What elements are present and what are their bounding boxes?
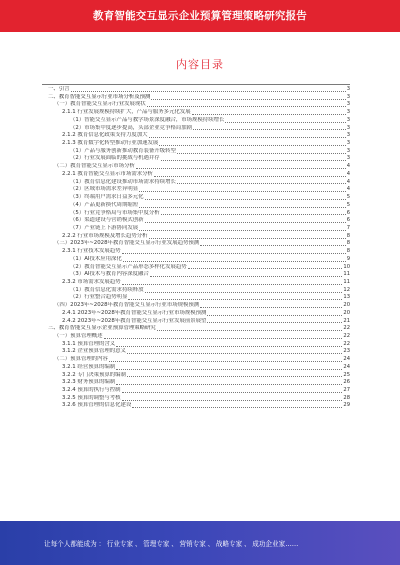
toc-leader-dots (116, 384, 342, 385)
toc-entry[interactable] (42, 210, 350, 218)
toc-entry-label: （一）教育智能交互显示行业发展现状 (54, 101, 146, 108)
toc-entry-label: （2）行业整合趋势明显 (70, 294, 128, 301)
toc-entry[interactable] (42, 240, 350, 248)
toc-leader-dots (132, 407, 342, 408)
toc-entry[interactable] (42, 217, 350, 225)
toc-entry[interactable] (42, 94, 350, 102)
toc-entry[interactable] (42, 287, 350, 295)
toc-entry-label: 3.2.1 经营预算的编制 (62, 363, 116, 370)
toc-entry-page: 9 (346, 255, 350, 262)
toc-entry-page: 12 (343, 286, 350, 293)
toc-entry-label: （二）预算管理的内容 (54, 356, 108, 363)
toc-entry-page: 21 (343, 317, 350, 324)
toc-entry-label: 3.2.3 财务预算的编制 (62, 379, 116, 386)
toc-entry-page: 4 (346, 178, 350, 185)
toc-entry[interactable] (42, 325, 350, 333)
toc-entry-label: （一）预算管理概述 (54, 333, 103, 339)
toc-entry[interactable] (42, 256, 350, 264)
toc-entry-page: 11 (343, 271, 350, 278)
toc-leader-dots (145, 222, 346, 223)
toc-entry[interactable] (42, 387, 350, 395)
toc-entry[interactable] (42, 233, 350, 241)
toc-entry-page: 23 (343, 348, 350, 355)
toc-leader-dots (161, 214, 346, 215)
toc-entry-page: 6 (346, 217, 350, 224)
toc-leader-dots (151, 99, 345, 100)
toc-entry-page: 28 (343, 394, 350, 401)
toc-leader-dots (116, 369, 342, 370)
toc-entry[interactable] (42, 318, 350, 326)
toc-entry-label: （3）AI技术与教育内容深度融合 (70, 271, 149, 278)
footer-slogan-item: 行业专家 (106, 540, 134, 548)
toc-entry-label: 2.1.3 教育数字化转型推动行业加速发展 (62, 140, 159, 147)
toc-entry[interactable] (42, 302, 350, 310)
toc-leader-dots (149, 137, 346, 138)
toc-entry-page: 22 (343, 325, 350, 332)
toc-entry[interactable] (42, 132, 350, 140)
toc-entry[interactable] (42, 186, 350, 194)
toc-entry[interactable] (42, 294, 350, 302)
toc-leader-dots (177, 183, 346, 184)
toc-entry-label: 2.2.2 行业市场规模及增长趋势分析 (62, 232, 148, 239)
toc-entry-label: （5）行业竞争格局与市场集中度分析 (70, 209, 160, 216)
toc-entry-label: （7）产业链上下游协同发展 (70, 224, 139, 231)
toc-entry-page: 24 (343, 356, 350, 363)
toc-entry-page: 4 (346, 170, 350, 177)
toc-entry-label: 3.2.6 预算管理的信息化建设 (62, 402, 132, 409)
toc-entry-page: 7 (346, 224, 350, 231)
footer-slogan-lead: 让每个人都能成为 (44, 540, 97, 548)
toc-leader-dots (188, 268, 343, 269)
toc-entry[interactable] (42, 341, 350, 349)
toc-entry-page: 25 (343, 371, 350, 378)
toc-leader-dots (145, 199, 346, 200)
toc-entry-page: 22 (343, 340, 350, 347)
toc-leader-dots (127, 376, 342, 377)
toc-leader-dots (145, 292, 343, 293)
toc-leader-dots (122, 284, 343, 285)
toc-entry-page: 24 (343, 363, 350, 370)
toc-entry-label: 3.2.2 专门决策预算的编制 (62, 371, 126, 378)
toc-leader-dots (150, 276, 343, 277)
toc-entry-page: 10 (343, 263, 350, 270)
toc-leader-dots (154, 176, 346, 177)
toc-entry-label: （三）2023年~2028年教育智能交互显示行业发展趋势预测 (54, 240, 200, 247)
toc-entry[interactable] (42, 264, 350, 272)
footer-slogan-item: 营销专家 (179, 540, 206, 548)
table-of-contents (42, 86, 350, 410)
toc-entry[interactable] (42, 148, 350, 156)
toc-leader-dots (149, 238, 346, 239)
toc-entry-label: （1）AI技术应用深化 (70, 255, 122, 262)
toc-entry-page: 3 (346, 116, 350, 123)
toc-entry-label: （4）产品更新换代周期缩短 (70, 201, 139, 208)
toc-leader-dots (104, 338, 343, 339)
toc-entry-label: 3.2.4 预算的执行与控制 (62, 387, 121, 394)
toc-leader-dots (127, 353, 342, 354)
toc-entry-label: （2）区域市场需求差异明显 (70, 186, 139, 193)
toc-leader-dots (193, 129, 346, 130)
toc-entry[interactable] (42, 364, 350, 372)
toc-leader-dots (200, 245, 346, 246)
toc-entry-page: 20 (343, 302, 350, 309)
toc-leader-dots (122, 392, 343, 393)
toc-entry-label: （3）终端用户需求日益多元化 (70, 194, 144, 201)
footer-slogan-item: 管理专家 (143, 540, 170, 548)
toc-entry-label: （6）渠道建设与营销模式创新 (70, 217, 144, 224)
toc-entry[interactable] (42, 225, 350, 233)
toc-entry-label: 2.4.1 2023年~2028年教育智能交互显示行业市场规模预测 (62, 309, 207, 316)
toc-entry-page: 20 (343, 309, 350, 316)
toc-entry-label: 2.3.1 行业技术发展趋势 (62, 248, 121, 255)
toc-entry-page: 5 (346, 194, 350, 201)
toc-entry-label: （1）教育信息化需求持续释放 (70, 286, 144, 293)
toc-entry-page: 27 (343, 387, 350, 394)
toc-entry-page: 4 (346, 186, 350, 193)
toc-entry[interactable] (42, 109, 350, 117)
toc-entry-label: （1）产品与服务创新推动教育装备升级转型 (70, 147, 176, 154)
toc-entry-label: 2.3.2 市场需求发展趋势 (62, 278, 121, 285)
footer-slogan: 让每个人都能成为 ： 行业专家 、 管理专家 、 营销专家 、 战略专家 、 成功企业家…… (44, 540, 299, 548)
toc-entry-label: （1）智能交互显示产品与教学场景深度融合，市场规模持续增长 (70, 116, 225, 123)
toc-leader-dots (225, 122, 345, 123)
toc-entry-page: 3 (346, 86, 350, 92)
toc-entry[interactable] (42, 163, 350, 171)
toc-entry-page: 4 (346, 163, 350, 170)
toc-entry-page: 3 (346, 132, 350, 139)
footer-slogan-item: 战略专家 (215, 540, 243, 548)
toc-entry-label: （二）教育智能交互显示市场分析 (54, 163, 135, 170)
toc-entry[interactable] (42, 140, 350, 148)
toc-entry-page: 3 (346, 124, 350, 131)
footer-banner (0, 521, 400, 565)
toc-leader-dots (157, 330, 343, 331)
toc-entry[interactable] (42, 155, 350, 163)
toc-leader-dots (109, 361, 342, 362)
toc-entry-page: 3 (346, 109, 350, 116)
toc-leader-dots (139, 230, 346, 231)
toc-entry[interactable] (42, 333, 350, 341)
toc-leader-dots (161, 160, 346, 161)
toc-entry-label: （1）教育信息化建设推动市场需求持续增长 (70, 178, 176, 185)
toc-entry-page: 13 (343, 294, 350, 301)
toc-leader-dots (136, 168, 346, 169)
toc-entry-label: 2.2.1 教育智能交互显示市场需求分析 (62, 170, 153, 177)
toc-entry[interactable] (42, 348, 350, 356)
toc-entry[interactable] (42, 194, 350, 202)
toc-entry-label: 3.1.2 企业预算管理的意义 (62, 348, 126, 355)
toc-leader-dots (207, 315, 342, 316)
toc-entry[interactable] (42, 86, 350, 94)
toc-leader-dots (177, 153, 346, 154)
toc-leader-dots (200, 307, 342, 308)
toc-entry-label: 二、教育智能交互显示行业市场分析及预测 (48, 93, 151, 100)
toc-entry[interactable] (42, 310, 350, 318)
toc-entry-page: 8 (346, 232, 350, 239)
toc-entry-label: （2）教育智能交互显示产品形态多样化发展趋势 (70, 263, 187, 270)
toc-leader-dots (159, 145, 345, 146)
toc-entry[interactable] (42, 402, 350, 410)
toc-entry[interactable] (42, 271, 350, 279)
toc-leader-dots (207, 322, 342, 323)
toc-entry[interactable] (42, 101, 350, 109)
toc-entry-page: 11 (343, 278, 350, 285)
toc-entry-page: 3 (346, 140, 350, 147)
toc-leader-dots (128, 299, 342, 300)
toc-entry[interactable] (42, 279, 350, 287)
toc-leader-dots (71, 91, 346, 92)
toc-entry-label: 2.4.2 2023年~2028年教育智能交互显示行业发展前景展望 (62, 317, 207, 324)
toc-entry[interactable] (42, 171, 350, 179)
report-header (0, 0, 400, 32)
toc-entry-page: 3 (346, 147, 350, 154)
footer-slogan-item: 成功企业家…… (252, 540, 299, 548)
toc-entry[interactable] (42, 356, 350, 364)
toc-entry-label: （2）行业发展面临的挑战与机遇并存 (70, 155, 160, 162)
report-title: 教育智能交互显示企业预算管理策略研究报告 (93, 10, 307, 22)
toc-leader-dots (122, 253, 346, 254)
toc-entry-label: 2.1.2 教育信息化政策支持力度加大 (62, 132, 148, 139)
toc-entry-label: 一、引言 (48, 86, 70, 92)
toc-leader-dots (139, 191, 346, 192)
toc-entry[interactable] (42, 179, 350, 187)
toc-title: 内容目录 (176, 58, 224, 71)
toc-leader-dots (192, 114, 346, 115)
toc-entry[interactable] (42, 202, 350, 210)
toc-entry[interactable] (42, 117, 350, 125)
toc-leader-dots (123, 261, 346, 262)
toc-entry-page: 3 (346, 93, 350, 100)
toc-entry[interactable] (42, 248, 350, 256)
toc-divider (42, 84, 350, 85)
toc-entry-label: （2）市场集中度逐步提高，头部企业竞争格局加剧 (70, 124, 193, 131)
toc-entry-page: 29 (343, 402, 350, 409)
toc-entry-page: 5 (346, 201, 350, 208)
toc-leader-dots (116, 346, 342, 347)
toc-entry[interactable] (42, 395, 350, 403)
toc-entry-label: 三、教育智能交互显示企业预算管理策略研究 (48, 325, 156, 332)
toc-entry-label: 3.1.1 预算管理的含义 (62, 340, 116, 347)
toc-entry-page: 26 (343, 379, 350, 386)
toc-entry-label: 2.1.1 行业发展规模持续扩大，产品与服务多元化发展 (62, 109, 191, 116)
toc-entry-page: 3 (346, 101, 350, 108)
toc-entry[interactable] (42, 372, 350, 380)
toc-entry-label: 3.2.5 预算的调整与考核 (62, 394, 121, 401)
toc-entry-page: 8 (346, 240, 350, 247)
toc-entry-page: 6 (346, 209, 350, 216)
toc-entry-page: 22 (343, 333, 350, 339)
toc-leader-dots (147, 106, 346, 107)
toc-entry-page: 8 (346, 248, 350, 255)
toc-entry-page: 3 (346, 155, 350, 162)
toc-entry[interactable] (42, 125, 350, 133)
toc-entry[interactable] (42, 379, 350, 387)
toc-entry-label: （四）2023年~2028年教育智能交互显示行业市场规模预测 (54, 302, 200, 309)
toc-leader-dots (139, 207, 346, 208)
toc-leader-dots (122, 400, 343, 401)
